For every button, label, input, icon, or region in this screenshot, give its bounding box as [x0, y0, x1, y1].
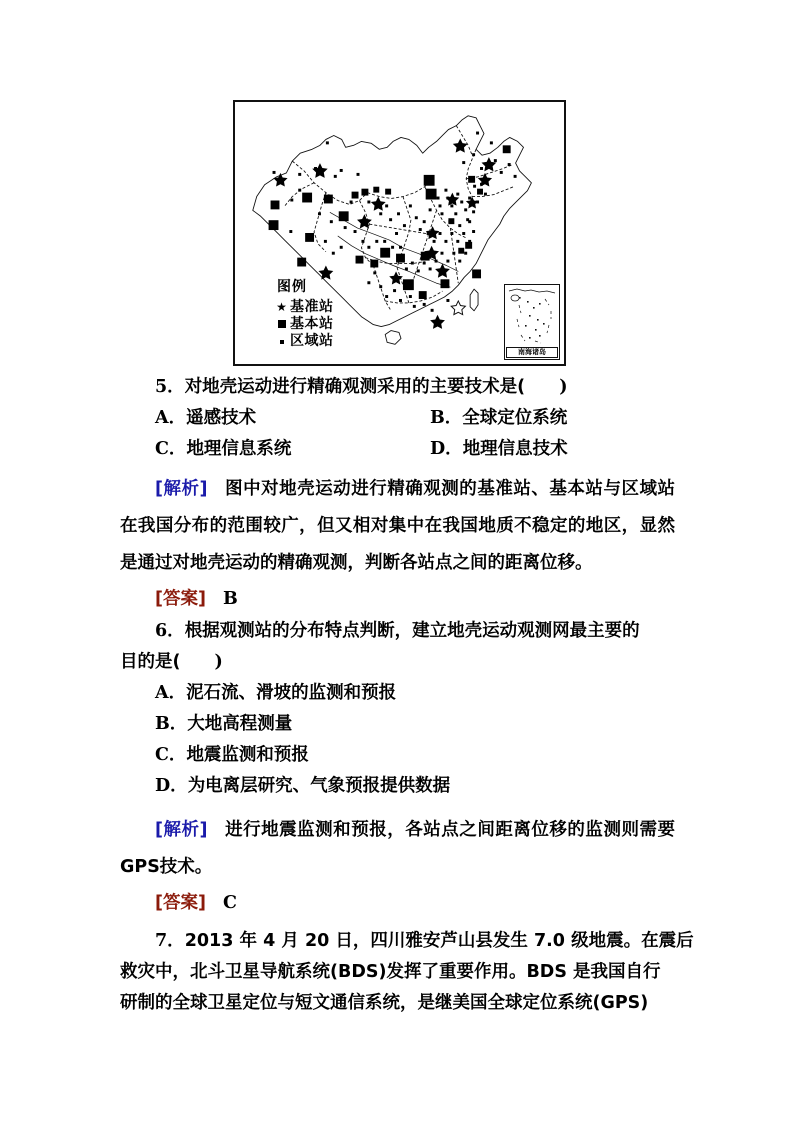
- question-6-option-d-key: D．: [155, 776, 188, 796]
- question-5-number: 5．: [155, 377, 185, 397]
- question-6-stem-text-1: 根据观测站的分布特点判断，建立地壳运动观测网最主要的: [184, 621, 640, 641]
- question-5-option-c-text: 地理信息系统: [186, 439, 292, 459]
- legend-label-reference-station: 基准站: [290, 299, 334, 315]
- question-5-option-d: [430, 434, 568, 465]
- question-6-stem-line-1: [0, 616, 794, 647]
- question-5-option-a-key: A．: [155, 408, 187, 428]
- question-7-stem-line-2: [0, 957, 794, 988]
- question-5-analysis-text: 图中对地壳运动进行精确观测的基准站、基本站与区域站在我国分布的范围较广，但又相对集中在我国地质不稳定的地区，显然是通过对地壳运动的精确观测，判断各站点之间的距离位移。: [120, 479, 676, 573]
- question-5-answer: [0, 582, 794, 616]
- question-6-analysis-text: 进行地震监测和预报，各站点之间距离位移的监测则需要GPS技术。: [120, 820, 676, 877]
- question-7-stem-line-3: [0, 988, 794, 1019]
- question-7-stem-line-1: [0, 926, 794, 957]
- station-symbol-hollow-star: [451, 301, 465, 315]
- question-6-option-a: [0, 678, 794, 709]
- question-6-analysis: [0, 812, 794, 886]
- question-5-analysis-tag: [解析]: [155, 479, 208, 499]
- question-6-answer-text: C: [223, 893, 237, 913]
- question-5-answer-tag: [答案]: [155, 589, 206, 609]
- question-7-stem-text-3: 研制的全球卫星定位与短文通信系统，是继美国全球定位系统(GPS): [120, 993, 649, 1013]
- question-6-stem-line-2: [0, 647, 794, 678]
- question-5-stem-close: ): [559, 377, 568, 397]
- question-6-option-a-key: A．: [155, 683, 187, 703]
- question-5-option-d-key: D．: [430, 439, 463, 459]
- question-5-analysis: [0, 471, 794, 582]
- question-5-option-b-text: 全球定位系统: [462, 408, 568, 428]
- question-5-option-c-key: C．: [155, 439, 187, 459]
- question-7-stem-text-2: 救灾中，北斗卫星导航系统(BDS)发挥了重要作用。BDS 是我国自行: [120, 962, 661, 982]
- question-7-stem-text-1: 2013 年 4 月 20 日，四川雅安芦山县发生 7.0 级地震。在震后: [184, 931, 694, 951]
- question-6-option-c-text: 地震监测和预报: [186, 745, 309, 765]
- square-small-icon: [273, 335, 290, 347]
- question-6-answer-tag: [答案]: [155, 893, 206, 913]
- question-6-analysis-tag: [解析]: [155, 820, 208, 840]
- legend-item-reference-station: [273, 299, 371, 315]
- question-5-option-a-text: 遥感技术: [186, 408, 257, 428]
- legend-item-basic-station: [273, 316, 371, 332]
- legend-label-regional-station: 区域站: [290, 333, 334, 349]
- figure-map-frame: [233, 100, 566, 366]
- question-6-option-d: [0, 771, 794, 802]
- question-6-option-c-key: C．: [155, 745, 187, 765]
- question-5-option-d-text: 地理信息技术: [462, 439, 568, 459]
- question-6-answer: [0, 886, 794, 920]
- star-icon: ★: [276, 300, 287, 314]
- legend-title: 图例: [277, 279, 307, 295]
- question-6-option-b-key: B．: [155, 714, 188, 734]
- question-6-number: 6．: [155, 621, 185, 641]
- question-6-option-b: [0, 709, 794, 740]
- question-5-option-b: [430, 403, 567, 434]
- legend-label-basic-station: 基本站: [290, 316, 334, 332]
- south-china-sea-inset: [504, 284, 560, 360]
- question-5-options-row-2: [0, 434, 794, 465]
- document-text-body: [0, 372, 794, 1019]
- map-legend: [273, 280, 371, 349]
- station-symbols-basic: [269, 145, 511, 299]
- question-5-answer-text: B: [223, 589, 238, 609]
- inset-label: 南海诸岛: [506, 347, 558, 358]
- question-5-stem-text: 对地壳运动进行精确观测采用的主要技术是(: [184, 377, 526, 397]
- question-7-number: 7．: [155, 931, 185, 951]
- question-5-stem: [0, 372, 794, 403]
- question-6-option-b-text: 大地高程测量: [187, 714, 293, 734]
- question-6-stem-text-2: 目的是(: [120, 652, 181, 672]
- question-5-option-b-key: B．: [430, 408, 463, 428]
- question-6-option-d-text: 为电离层研究、气象预报提供数据: [187, 776, 451, 796]
- question-6-option-c: [0, 740, 794, 771]
- legend-item-regional-station: [273, 333, 371, 349]
- square-large-icon: [273, 318, 290, 330]
- question-6-stem-close: ): [214, 652, 223, 672]
- question-6-option-a-text: 泥石流、滑坡的监测和预报: [186, 683, 397, 703]
- question-5-options-row-1: [0, 403, 794, 434]
